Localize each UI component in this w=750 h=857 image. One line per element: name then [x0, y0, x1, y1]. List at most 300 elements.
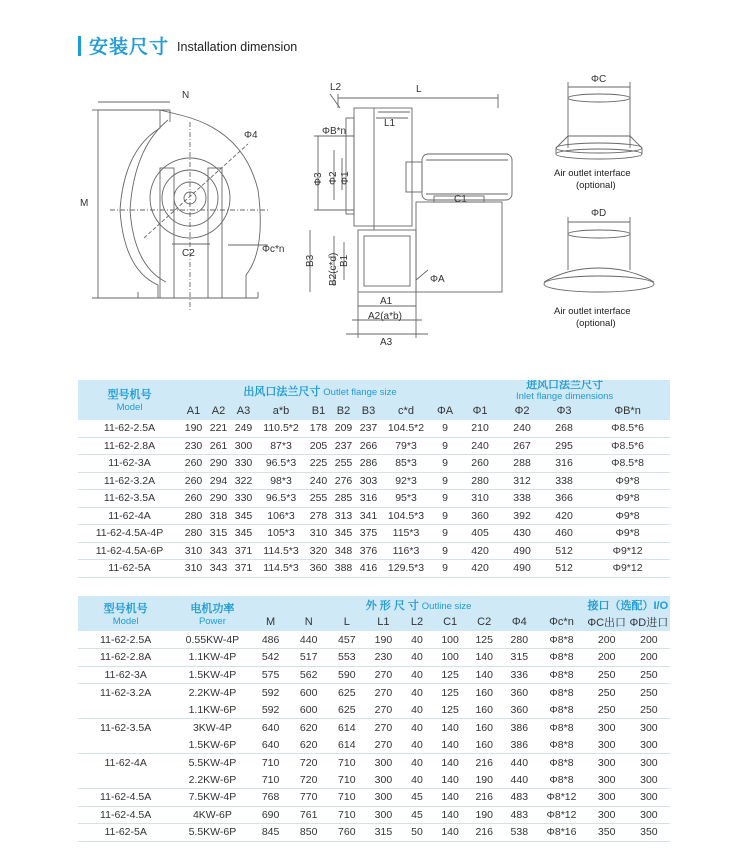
table2-cell: 770 [290, 789, 328, 807]
table2-col-header: L [343, 616, 350, 629]
table2-cell: Φ8*8 [537, 701, 585, 719]
table2-cell: 216 [467, 824, 501, 842]
table1-cell: 490 [501, 542, 543, 560]
table2-cell: 50 [401, 824, 433, 842]
table2-cell: 190 [467, 806, 501, 824]
table2-cell: 190 [467, 771, 501, 789]
table1-cell: 318 [206, 507, 231, 525]
table1-cell: 114.5*3 [256, 542, 306, 560]
table1-cell: 313 [331, 507, 356, 525]
table1-col-header: A3 [236, 404, 251, 417]
table2-row [78, 666, 670, 684]
dim-L2: L2 [330, 82, 342, 93]
table1-row [78, 542, 670, 560]
table1-cell: Φ9*8 [585, 472, 670, 490]
table2-cell: 720 [299, 756, 318, 769]
table1-cell: 260 [181, 490, 206, 508]
table2-col-header: M [266, 616, 276, 629]
table2-cell: 5.5KW-4P [188, 756, 237, 769]
outline-size-table [78, 596, 670, 842]
table2-cell: 614 [338, 721, 356, 734]
table1-cell: 360 [459, 507, 501, 525]
table1-cell: 210 [459, 420, 501, 438]
table2-cell: 140 [433, 771, 467, 789]
table1-cell: 310 [306, 525, 331, 543]
table1-col-header: B1 [311, 404, 326, 417]
table2-cell: 2.2KW-6P [173, 771, 251, 789]
table1-cell: Φ9*12 [585, 560, 670, 578]
table2-cell: 300 [366, 806, 401, 824]
table2-cell: 360 [501, 701, 537, 719]
table2-cell: 710 [252, 771, 290, 789]
table2-model-cell [78, 771, 173, 789]
outlet-c-optional: (optional) [576, 180, 616, 191]
table2-cell: 125 [441, 686, 459, 699]
table2-cell: 710 [328, 789, 366, 807]
dim-phi1: Φ1 [340, 171, 351, 185]
table2-io-col-header: ΦC出口 [587, 617, 627, 630]
table2-row [78, 736, 670, 754]
table2-cell: 270 [374, 686, 393, 699]
table1-cell: 376 [356, 542, 381, 560]
table1-col-header: ΦB*n [614, 404, 641, 417]
table1-cell: 420 [543, 507, 585, 525]
flange-size-table [78, 380, 670, 578]
table2-model-cell: 11-62-3A [78, 666, 173, 684]
table2-cell: 386 [501, 736, 537, 754]
table1-cell: 294 [206, 472, 231, 490]
table2-model-cell [78, 736, 173, 754]
table2-cell: 600 [290, 701, 328, 719]
table2-col-header: C1 [443, 616, 458, 629]
table1-model-cell: 11-62-2.5A [78, 420, 181, 438]
table2-cell: 614 [328, 736, 366, 754]
table2-cell: 300 [366, 789, 401, 807]
table1-cell: 375 [356, 525, 381, 543]
table2-cell: 710 [338, 756, 356, 769]
table2-cell: 40 [411, 686, 423, 699]
table2-col-header: Φc*n [549, 616, 574, 629]
table1-cell: 9 [431, 420, 459, 438]
table1-cell: 316 [543, 455, 585, 473]
table1-row [78, 455, 670, 473]
table1-cell: 295 [543, 437, 585, 455]
table2-model-cell: 11-62-2.8A [78, 649, 173, 667]
table1-cell: 416 [356, 560, 381, 578]
table2-cell: 640 [261, 721, 280, 734]
table2-cell: 40 [411, 756, 423, 769]
table2-cell: 216 [467, 789, 501, 807]
table1-cell: 266 [356, 437, 381, 455]
table2-cell: 270 [374, 721, 393, 734]
table1-cell: 300 [231, 437, 256, 455]
table2-cell: 40 [401, 701, 433, 719]
table1-cell: 512 [543, 560, 585, 578]
table1-row [78, 507, 670, 525]
table1-cell: 260 [181, 472, 206, 490]
table1-cell: 320 [306, 542, 331, 560]
table1-cell: Φ8.5*6 [585, 437, 670, 455]
table2-row [78, 771, 670, 789]
table2-cell: 590 [328, 666, 366, 684]
table2-model-cell [78, 701, 173, 719]
outlet-interface-c [556, 82, 642, 159]
table1-cell: 87*3 [256, 437, 306, 455]
table1-cell: 249 [231, 420, 256, 438]
table2-cell: 140 [467, 666, 501, 684]
table1-cell: 9 [431, 472, 459, 490]
table2-cell: 486 [252, 631, 290, 649]
table2-cell: 620 [299, 721, 318, 734]
table2-cell: 140 [467, 649, 501, 667]
table2-cell: 710 [328, 771, 366, 789]
table1-cell: 285 [331, 490, 356, 508]
table2-cell: 250 [586, 701, 628, 719]
table2-col-header: L2 [410, 616, 424, 629]
dim-L: L [416, 84, 422, 95]
table2-cell: 315 [366, 824, 401, 842]
dim-phi2: Φ2 [328, 171, 339, 185]
table1-col-header: B2 [336, 404, 351, 417]
table1-cell: 95*3 [381, 490, 431, 508]
table1-model-cell: 11-62-4.5A-4P [78, 525, 181, 543]
table1-cell: 104.5*2 [381, 420, 431, 438]
dim-B1: B1 [339, 254, 350, 267]
table2-cell: 3KW-4P [192, 721, 232, 734]
dim-C2: C2 [182, 248, 195, 259]
table2-cell: 768 [252, 789, 290, 807]
table2-cell: 300 [374, 756, 393, 769]
table1-cell: Φ9*8 [585, 490, 670, 508]
table2-cell: 140 [433, 789, 467, 807]
table1-row [78, 472, 670, 490]
table1-cell: 85*3 [381, 455, 431, 473]
table1-cell: 280 [181, 507, 206, 525]
table2-col-header: L1 [377, 616, 390, 629]
table1-cell: 312 [501, 472, 543, 490]
table1-cell: 129.5*3 [381, 560, 431, 578]
table2-cell: 315 [501, 649, 537, 667]
table2-cell: 640 [252, 736, 290, 754]
table2-cell: 200 [586, 649, 628, 667]
table2-cell: 160 [467, 701, 501, 719]
table1-cell: 9 [431, 490, 459, 508]
table2-cell: 625 [338, 686, 356, 699]
table2-cell: 350 [586, 824, 628, 842]
title-chinese: 安装尺寸 [89, 37, 170, 58]
table2-cell: 710 [261, 756, 280, 769]
table1-row [78, 437, 670, 455]
table1-model-cell: 11-62-3A [78, 455, 181, 473]
table2-cell: 40 [401, 649, 433, 667]
dim-B3: B3 [305, 254, 316, 267]
table1-cell: 290 [206, 490, 231, 508]
dim-M: M [80, 198, 89, 209]
table2-cell: 140 [433, 736, 467, 754]
table1-cell: 490 [501, 560, 543, 578]
table2-cell: 125 [433, 666, 467, 684]
table2-cell: 230 [366, 649, 401, 667]
table2-cell: 562 [290, 666, 328, 684]
table2-cell: 40 [401, 631, 433, 649]
table1-col-header: c*d [398, 404, 414, 417]
table1-cell: 316 [356, 490, 381, 508]
table1-cell: 303 [356, 472, 381, 490]
table2-cell: Φ8*16 [537, 824, 585, 842]
table2-cell: 845 [252, 824, 290, 842]
table1-model-cell: 11-62-4A [78, 507, 181, 525]
dim-L1: L1 [384, 118, 396, 129]
table1-cell: 9 [431, 455, 459, 473]
table2-outline-header: 外 形 尺 寸 Outline size [365, 599, 472, 612]
dim-A2: A2(a*b) [368, 311, 402, 322]
table2-cell: 140 [433, 824, 467, 842]
table2-cell: 1.5KW-6P [173, 736, 251, 754]
outlet-c-caption: Air outlet interface [554, 168, 631, 179]
table2-cell: 1.1KW-6P [173, 701, 251, 719]
table1-model-cell: 11-62-3.2A [78, 472, 181, 490]
dim-A3: A3 [380, 337, 393, 348]
table2-row [78, 806, 670, 824]
table2-model-cell: 11-62-3.5A [100, 721, 152, 734]
table2-cell: 250 [586, 666, 628, 684]
table1-cell: 79*3 [381, 437, 431, 455]
table1-cell: 310 [181, 560, 206, 578]
table1-cell: 278 [306, 507, 331, 525]
table2-cell: 280 [501, 631, 537, 649]
table2-cell: 336 [501, 666, 537, 684]
table1-cell: 315 [206, 525, 231, 543]
table1-cell: 371 [231, 560, 256, 578]
table2-cell: 300 [366, 771, 401, 789]
table1-cell: 268 [543, 420, 585, 438]
table2-cell: 300 [586, 736, 628, 754]
table2-power-header: 电机功率 Power [190, 603, 235, 627]
table1-cell: 392 [501, 507, 543, 525]
table2-cell: 850 [290, 824, 328, 842]
table1-cell: 240 [459, 437, 501, 455]
table1-cell: 430 [501, 525, 543, 543]
table2-cell: 4KW-6P [173, 806, 251, 824]
table2-row [78, 701, 670, 719]
table1-cell: 338 [501, 490, 543, 508]
table1-cell: 338 [543, 472, 585, 490]
table2-cell: 250 [628, 701, 670, 719]
table2-cell: 45 [401, 806, 433, 824]
table2-cell: 140 [433, 806, 467, 824]
table2-body [78, 631, 670, 841]
table2-cell: 386 [510, 721, 529, 734]
dim-C1: C1 [454, 194, 467, 205]
installation-drawings [78, 70, 688, 370]
table2-cell: 45 [401, 789, 433, 807]
dim-A1: A1 [380, 296, 393, 307]
table2-cell: 300 [586, 806, 628, 824]
table1-cell: 330 [231, 455, 256, 473]
table2-row [78, 631, 670, 649]
table2-cell: 600 [299, 686, 318, 699]
table1-model-header: 型号机号 Model [107, 389, 152, 414]
table1-cell: 240 [501, 420, 543, 438]
dim-phiB-n: ΦB*n [322, 126, 347, 137]
table2-cell: Φ8*8 [537, 649, 585, 667]
outlet-d-caption: Air outlet interface [554, 306, 631, 317]
table1-cell: Φ8.5*8 [585, 455, 670, 473]
table2-cell: 457 [328, 631, 366, 649]
table1-cell: 420 [459, 560, 501, 578]
table2-cell: 625 [328, 701, 366, 719]
table1-col-header: B3 [361, 404, 376, 417]
table2-cell: 300 [628, 736, 670, 754]
table1-cell: 405 [459, 525, 501, 543]
table1-cell: 190 [181, 420, 206, 438]
table1-cell: 178 [306, 420, 331, 438]
dim-N: N [182, 90, 190, 101]
table1-model-cell: 11-62-3.5A [78, 490, 181, 508]
table2-col-header: Φ4 [511, 616, 527, 629]
table1-cell: Φ9*8 [585, 507, 670, 525]
table2-col-header: N [304, 616, 313, 629]
table2-cell: 5.5KW-6P [173, 824, 251, 842]
table2-cell: 125 [433, 701, 467, 719]
table2-io-col-header: ΦD进口 [629, 617, 669, 630]
table2-cell: 553 [328, 649, 366, 667]
table2-cell: Φ8*8 [549, 686, 574, 699]
table1-cell: 512 [543, 542, 585, 560]
table2-cell: 250 [628, 666, 670, 684]
table2-cell: 2.2KW-4P [188, 686, 237, 699]
table2-cell: 440 [510, 756, 529, 769]
table2-cell: 40 [411, 721, 423, 734]
table1-cell: 261 [206, 437, 231, 455]
table1-cell: 310 [459, 490, 501, 508]
table1-cell: 330 [231, 490, 256, 508]
table2-cell: 300 [586, 789, 628, 807]
table1-cell: Φ9*8 [585, 525, 670, 543]
title-english: Installation dimension [177, 40, 298, 54]
table2-cell: Φ8*8 [537, 736, 585, 754]
table1-cell: 225 [306, 455, 331, 473]
table1-cell: 96.5*3 [256, 490, 306, 508]
table2-cell: 0.55KW-4P [173, 631, 251, 649]
table2-cell: 250 [597, 686, 616, 699]
table1-cell: 105*3 [256, 525, 306, 543]
table2-cell: 300 [586, 771, 628, 789]
table1-cell: 115*3 [381, 525, 431, 543]
table2-cell: 575 [252, 666, 290, 684]
table2-cell: 483 [501, 806, 537, 824]
table2-model-cell: 11-62-5A [78, 824, 173, 842]
table2-cell: 300 [640, 756, 658, 769]
table2-cell: 1.1KW-4P [173, 649, 251, 667]
table2-cell: 100 [433, 649, 467, 667]
table1-cell: 205 [306, 437, 331, 455]
table1-cell: 343 [206, 560, 231, 578]
table1-inlet-header: 进风口法兰尺寸 Inlet flange dimensions [515, 380, 614, 402]
table2-model-cell: 11-62-4.5A [78, 806, 173, 824]
table2-row [78, 754, 670, 772]
table2-cell: Φ8*8 [549, 756, 574, 769]
table1-cell: 209 [331, 420, 356, 438]
table2-cell: 40 [401, 736, 433, 754]
table2-cell: 760 [328, 824, 366, 842]
outlet-d-optional: (optional) [576, 318, 616, 329]
table2-cell: 440 [501, 771, 537, 789]
table1-cell: 255 [306, 490, 331, 508]
table2-cell: 40 [401, 771, 433, 789]
table1-cell: 288 [501, 455, 543, 473]
table1-cell: 98*3 [256, 472, 306, 490]
dim-phiA: ΦA [430, 274, 445, 285]
table2-cell: Φ8*8 [549, 721, 574, 734]
section-title [78, 32, 297, 59]
table1-model-cell: 11-62-2.8A [78, 437, 181, 455]
table2-cell: 140 [441, 721, 459, 734]
table1-cell: 345 [231, 525, 256, 543]
title-accent-bar [78, 36, 81, 56]
table1-cell: 310 [181, 542, 206, 560]
table2-cell: 761 [290, 806, 328, 824]
table2-cell: 160 [467, 736, 501, 754]
table1-col-header: a*b [272, 404, 290, 417]
table2-cell: 620 [290, 736, 328, 754]
table1-cell: 240 [306, 472, 331, 490]
table1-cell: 114.5*3 [256, 560, 306, 578]
table1-cell: 460 [543, 525, 585, 543]
table1-cell: 345 [231, 507, 256, 525]
table2-model-cell: 11-62-4.5A [78, 789, 173, 807]
table1-cell: 92*3 [381, 472, 431, 490]
table2-cell: 160 [475, 686, 493, 699]
table2-cell: 300 [628, 771, 670, 789]
table2-cell: 270 [366, 701, 401, 719]
table1-cell: 343 [206, 542, 231, 560]
table2-cell: 100 [433, 631, 467, 649]
table1-cell: 9 [431, 542, 459, 560]
table1-cell: 237 [331, 437, 356, 455]
table2-cell: 190 [366, 631, 401, 649]
table1-cell: 388 [331, 560, 356, 578]
table2-cell: 200 [628, 631, 670, 649]
table2-cell: 200 [586, 631, 628, 649]
table1-col-header: Φ1 [472, 404, 488, 417]
table1-col-header: Φ2 [514, 404, 530, 417]
table2-cell: 270 [366, 666, 401, 684]
table2-cell: 300 [628, 789, 670, 807]
table1-row [78, 420, 670, 438]
table2-cell: 542 [252, 649, 290, 667]
table2-model-header: 型号机号 Model [103, 603, 148, 627]
table1-cell: 96.5*3 [256, 455, 306, 473]
table2-cell: 125 [467, 631, 501, 649]
table1-model-cell: 11-62-4.5A-6P [78, 542, 181, 560]
table2-row [78, 649, 670, 667]
dim-phiD: ΦD [591, 208, 607, 219]
table2-row [78, 684, 670, 702]
table2-cell: 517 [290, 649, 328, 667]
table2-io-header: 接口（选配）I/O [587, 599, 669, 612]
table2-cell: 140 [441, 756, 459, 769]
table1-cell: 9 [431, 437, 459, 455]
table1-cell: 260 [459, 455, 501, 473]
table1-outlet-header: 出风口法兰尺寸 Outlet flange size [243, 386, 397, 398]
table1-cell: 230 [181, 437, 206, 455]
front-view-fan [92, 102, 268, 310]
dim-phiC: ΦC [591, 74, 607, 85]
table1-row [78, 490, 670, 508]
table2-cell: 300 [628, 806, 670, 824]
table1-cell: 9 [431, 525, 459, 543]
